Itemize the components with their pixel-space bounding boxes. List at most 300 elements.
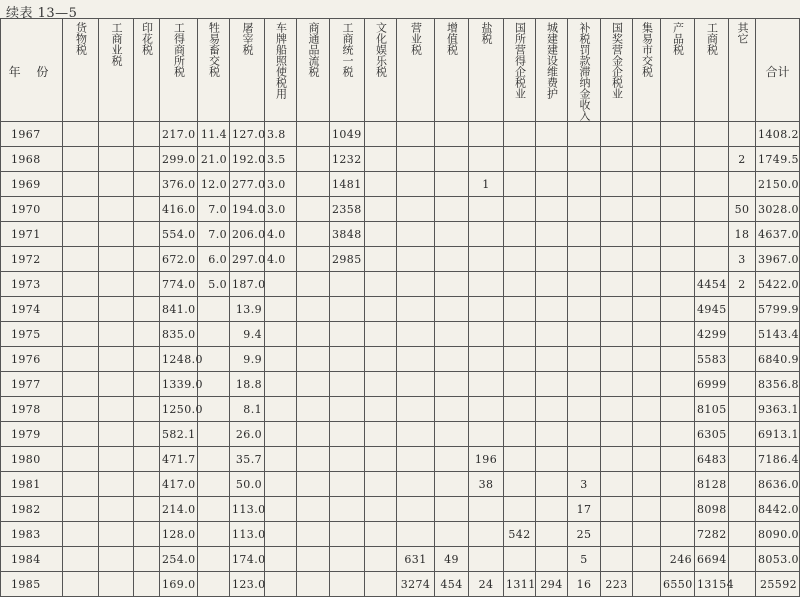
cell-jishi-jiaoyi	[633, 147, 661, 172]
cell-gongshangye	[99, 147, 134, 172]
table-row	[1, 172, 800, 197]
cell-zengzhi	[435, 272, 469, 297]
cell-chechuan: 4.0	[265, 247, 297, 272]
cell-gongshang-suode: 376.0	[160, 172, 198, 197]
cell-zengzhi	[435, 447, 469, 472]
year: 1976	[1, 347, 63, 372]
cell-jishi-jiaoyi	[633, 522, 661, 547]
cell-qita: 2	[729, 272, 756, 297]
table-row	[1, 447, 800, 472]
table-row	[1, 222, 800, 247]
cell-gongshang-suode: 1339.0	[160, 372, 198, 397]
cell-gongshangye	[99, 122, 134, 147]
cell-yinhua	[134, 497, 160, 522]
cell-gongshang: 6694	[695, 547, 729, 572]
cell-shengchu-jiaoyi: 11.4	[198, 122, 230, 147]
cell-guoying-jiangjin	[601, 397, 633, 422]
cell-wenhua-yule	[365, 397, 397, 422]
cell-huowu	[63, 522, 99, 547]
cell-chechuan	[265, 522, 297, 547]
cell-chengjian	[536, 122, 568, 147]
cell-tuzai: 192.0	[230, 147, 265, 172]
cell-zengzhi	[435, 497, 469, 522]
cell-guoying-jiangjin	[601, 172, 633, 197]
header-yingye: 营业税	[397, 19, 435, 122]
cell-gongshang	[695, 172, 729, 197]
cell-yingye	[397, 322, 435, 347]
cell-chengjian	[536, 397, 568, 422]
cell-shengchu-jiaoyi: 7.0	[198, 197, 230, 222]
cell-yinhua	[134, 297, 160, 322]
cell-jishi-jiaoyi	[633, 547, 661, 572]
cell-jishi-jiaoyi	[633, 172, 661, 197]
cell-guoying-jiangjin	[601, 322, 633, 347]
cell-buzheng	[568, 297, 601, 322]
year: 1979	[1, 422, 63, 447]
cell-chanpin	[661, 122, 695, 147]
cell-guoying-jiangjin	[601, 447, 633, 472]
cell-wenhua-yule	[365, 522, 397, 547]
table-row	[1, 497, 800, 522]
cell-zengzhi	[435, 122, 469, 147]
cell-jishi-jiaoyi	[633, 247, 661, 272]
cell-chechuan	[265, 297, 297, 322]
cell-yinhua	[134, 397, 160, 422]
cell-yinhua	[134, 247, 160, 272]
cell-guoying-jiangjin: 223	[601, 572, 633, 597]
cell-huowu	[63, 422, 99, 447]
cell-tuzai: 206.0	[230, 222, 265, 247]
cell-yinhua	[134, 447, 160, 472]
cell-qita: 3	[729, 247, 756, 272]
header-huowu: 货物税	[63, 19, 99, 122]
cell-huowu	[63, 572, 99, 597]
cell-guoying-jiangjin	[601, 222, 633, 247]
cell-gongshang	[695, 147, 729, 172]
cell-huowu	[63, 447, 99, 472]
cell-chengjian	[536, 447, 568, 472]
cell-yan	[469, 547, 504, 572]
cell-gongshang-tongyi: 3848	[330, 222, 365, 247]
header-gongshang: 工商税	[695, 19, 729, 122]
cell-jishi-jiaoyi	[633, 472, 661, 497]
cell-yan	[469, 272, 504, 297]
header-qita: 其它	[729, 19, 756, 122]
cell-wenhua-yule	[365, 272, 397, 297]
cell-yingye	[397, 122, 435, 147]
cell-chengjian	[536, 422, 568, 447]
cell-tuzai: 187.0	[230, 272, 265, 297]
header-tuzai: 屠宰税	[230, 19, 265, 122]
cell-gongshang-tongyi	[330, 447, 365, 472]
cell-gongshang-tongyi	[330, 297, 365, 322]
cell-chanpin	[661, 397, 695, 422]
cell-buzheng	[568, 222, 601, 247]
cell-gongshang	[695, 197, 729, 222]
cell-shangpin-liutong	[297, 297, 330, 322]
cell-shangpin-liutong	[297, 547, 330, 572]
cell-yinhua	[134, 547, 160, 572]
cell-yinhua	[134, 347, 160, 372]
cell-guoying-suode	[504, 122, 536, 147]
cell-buzheng	[568, 322, 601, 347]
cell-gongshang-suode: 1248.0	[160, 347, 198, 372]
year: 1967	[1, 122, 63, 147]
table-row	[1, 397, 800, 422]
cell-shangpin-liutong	[297, 272, 330, 297]
cell-gongshang: 6999	[695, 372, 729, 397]
cell-buzheng: 3	[568, 472, 601, 497]
cell-shengchu-jiaoyi	[198, 472, 230, 497]
cell-heji: 4637.0	[756, 222, 800, 247]
cell-buzheng	[568, 122, 601, 147]
year: 1970	[1, 197, 63, 222]
cell-gongshang-tongyi	[330, 372, 365, 397]
year: 1985	[1, 572, 63, 597]
cell-chanpin	[661, 222, 695, 247]
cell-shengchu-jiaoyi: 5.0	[198, 272, 230, 297]
cell-chanpin	[661, 497, 695, 522]
cell-shangpin-liutong	[297, 322, 330, 347]
cell-shangpin-liutong	[297, 472, 330, 497]
cell-wenhua-yule	[365, 547, 397, 572]
cell-huowu	[63, 497, 99, 522]
table-row	[1, 422, 800, 447]
cell-yingye	[397, 172, 435, 197]
cell-heji: 3028.0	[756, 197, 800, 222]
cell-shengchu-jiaoyi: 7.0	[198, 222, 230, 247]
cell-gongshang: 4454	[695, 272, 729, 297]
cell-qita	[729, 347, 756, 372]
cell-shangpin-liutong	[297, 347, 330, 372]
cell-shengchu-jiaoyi	[198, 447, 230, 472]
cell-buzheng: 16	[568, 572, 601, 597]
cell-zengzhi	[435, 172, 469, 197]
cell-chechuan	[265, 347, 297, 372]
cell-guoying-jiangjin	[601, 272, 633, 297]
year: 1974	[1, 297, 63, 322]
cell-guoying-jiangjin	[601, 197, 633, 222]
cell-yan: 1	[469, 172, 504, 197]
cell-wenhua-yule	[365, 572, 397, 597]
cell-shangpin-liutong	[297, 372, 330, 397]
cell-gongshangye	[99, 172, 134, 197]
cell-gongshang: 8098	[695, 497, 729, 522]
cell-gongshang: 8128	[695, 472, 729, 497]
table-row	[1, 472, 800, 497]
cell-chechuan: 3.0	[265, 197, 297, 222]
cell-chengjian	[536, 497, 568, 522]
year: 1973	[1, 272, 63, 297]
header-zengzhi: 增值税	[435, 19, 469, 122]
cell-chanpin	[661, 472, 695, 497]
header-buzheng: 补税罚款滞纳金收入	[568, 19, 601, 122]
cell-huowu	[63, 222, 99, 247]
table-row	[1, 322, 800, 347]
cell-chengjian	[536, 147, 568, 172]
table-row	[1, 547, 800, 572]
cell-chechuan	[265, 397, 297, 422]
cell-gongshang-suode: 416.0	[160, 197, 198, 222]
cell-gongshangye	[99, 397, 134, 422]
cell-qita	[729, 322, 756, 347]
cell-chanpin	[661, 447, 695, 472]
cell-yingye	[397, 422, 435, 447]
header-wenhua-yule: 文化娱乐税	[365, 19, 397, 122]
table-row	[1, 247, 800, 272]
cell-yingye	[397, 447, 435, 472]
cell-guoying-suode	[504, 272, 536, 297]
cell-wenhua-yule	[365, 197, 397, 222]
cell-jishi-jiaoyi	[633, 122, 661, 147]
cell-zengzhi	[435, 372, 469, 397]
cell-chengjian	[536, 372, 568, 397]
cell-guoying-jiangjin	[601, 347, 633, 372]
cell-qita	[729, 547, 756, 572]
cell-gongshang	[695, 222, 729, 247]
cell-buzheng	[568, 172, 601, 197]
cell-huowu	[63, 322, 99, 347]
cell-yan	[469, 147, 504, 172]
cell-gongshang-suode: 214.0	[160, 497, 198, 522]
cell-chechuan	[265, 547, 297, 572]
cell-yinhua	[134, 172, 160, 197]
cell-zengzhi	[435, 347, 469, 372]
header-guoying-suode: 国所营得企税业	[504, 19, 536, 122]
cell-wenhua-yule	[365, 122, 397, 147]
cell-gongshang: 7282	[695, 522, 729, 547]
header-row	[1, 19, 800, 122]
cell-gongshang-tongyi	[330, 422, 365, 447]
cell-shangpin-liutong	[297, 397, 330, 422]
cell-gongshangye	[99, 472, 134, 497]
cell-heji: 5143.4	[756, 322, 800, 347]
cell-qita	[729, 522, 756, 547]
cell-chengjian	[536, 522, 568, 547]
year: 1977	[1, 372, 63, 397]
cell-heji: 5422.0	[756, 272, 800, 297]
cell-gongshangye	[99, 297, 134, 322]
year: 1982	[1, 497, 63, 522]
tax-revenue-table	[0, 18, 800, 597]
cell-heji: 25592	[756, 572, 800, 597]
cell-chengjian	[536, 547, 568, 572]
cell-jishi-jiaoyi	[633, 397, 661, 422]
cell-gongshang-suode: 774.0	[160, 272, 198, 297]
cell-gongshangye	[99, 522, 134, 547]
cell-tuzai: 127.0	[230, 122, 265, 147]
cell-jishi-jiaoyi	[633, 347, 661, 372]
cell-shengchu-jiaoyi	[198, 422, 230, 447]
cell-yan	[469, 297, 504, 322]
cell-chechuan	[265, 372, 297, 397]
cell-guoying-suode	[504, 397, 536, 422]
cell-gongshangye	[99, 497, 134, 522]
cell-chengjian	[536, 172, 568, 197]
cell-yingye	[397, 397, 435, 422]
cell-zengzhi: 454	[435, 572, 469, 597]
cell-guoying-suode	[504, 297, 536, 322]
cell-buzheng: 5	[568, 547, 601, 572]
cell-jishi-jiaoyi	[633, 222, 661, 247]
cell-gongshang-tongyi	[330, 347, 365, 372]
cell-buzheng	[568, 272, 601, 297]
cell-gongshangye	[99, 197, 134, 222]
cell-buzheng	[568, 247, 601, 272]
cell-zengzhi	[435, 522, 469, 547]
cell-gongshang-tongyi	[330, 522, 365, 547]
cell-shangpin-liutong	[297, 447, 330, 472]
cell-gongshangye	[99, 422, 134, 447]
cell-yingye	[397, 222, 435, 247]
cell-wenhua-yule	[365, 472, 397, 497]
cell-tuzai: 9.4	[230, 322, 265, 347]
cell-guoying-jiangjin	[601, 422, 633, 447]
cell-jishi-jiaoyi	[633, 447, 661, 472]
table-row	[1, 347, 800, 372]
header-gongshang-suode: 工得商所税	[160, 19, 198, 122]
header-chechuan: 车牌船照使税用	[265, 19, 297, 122]
cell-yan	[469, 247, 504, 272]
table-row	[1, 297, 800, 322]
cell-shangpin-liutong	[297, 197, 330, 222]
cell-shangpin-liutong	[297, 222, 330, 247]
cell-chechuan	[265, 272, 297, 297]
cell-shangpin-liutong	[297, 147, 330, 172]
cell-gongshang-tongyi: 1232	[330, 147, 365, 172]
cell-jishi-jiaoyi	[633, 422, 661, 447]
cell-gongshang-suode: 217.0	[160, 122, 198, 147]
cell-gongshang: 6305	[695, 422, 729, 447]
cell-guoying-jiangjin	[601, 297, 633, 322]
cell-yinhua	[134, 272, 160, 297]
cell-guoying-suode	[504, 322, 536, 347]
cell-jishi-jiaoyi	[633, 322, 661, 347]
cell-zengzhi	[435, 297, 469, 322]
cell-gongshang: 5583	[695, 347, 729, 372]
cell-huowu	[63, 122, 99, 147]
cell-zengzhi	[435, 147, 469, 172]
cell-tuzai: 8.1	[230, 397, 265, 422]
cell-shangpin-liutong	[297, 247, 330, 272]
cell-chechuan	[265, 572, 297, 597]
cell-shangpin-liutong	[297, 122, 330, 147]
cell-chechuan	[265, 447, 297, 472]
cell-zengzhi	[435, 222, 469, 247]
cell-guoying-jiangjin	[601, 122, 633, 147]
table-row	[1, 522, 800, 547]
cell-guoying-suode	[504, 247, 536, 272]
cell-gongshang-suode: 169.0	[160, 572, 198, 597]
cell-gongshang	[695, 247, 729, 272]
cell-chanpin	[661, 297, 695, 322]
cell-chanpin: 6550	[661, 572, 695, 597]
cell-guoying-suode: 1311	[504, 572, 536, 597]
cell-gongshang-suode: 299.0	[160, 147, 198, 172]
cell-chanpin	[661, 422, 695, 447]
cell-yinhua	[134, 422, 160, 447]
cell-chechuan: 3.8	[265, 122, 297, 147]
cell-yan	[469, 197, 504, 222]
cell-shengchu-jiaoyi: 6.0	[198, 247, 230, 272]
header-gongshangye: 工商业税	[99, 19, 134, 122]
cell-guoying-suode	[504, 497, 536, 522]
cell-yinhua	[134, 572, 160, 597]
cell-gongshang-suode: 1250.0	[160, 397, 198, 422]
cell-wenhua-yule	[365, 222, 397, 247]
cell-yingye: 3274	[397, 572, 435, 597]
cell-gongshang: 6483	[695, 447, 729, 472]
cell-gongshang: 13154	[695, 572, 729, 597]
cell-huowu	[63, 372, 99, 397]
cell-gongshang-tongyi	[330, 322, 365, 347]
cell-qita	[729, 297, 756, 322]
cell-yan	[469, 522, 504, 547]
cell-jishi-jiaoyi	[633, 272, 661, 297]
cell-shengchu-jiaoyi	[198, 572, 230, 597]
cell-guoying-suode	[504, 422, 536, 447]
cell-gongshang-tongyi	[330, 472, 365, 497]
cell-heji: 5799.9	[756, 297, 800, 322]
cell-yan: 24	[469, 572, 504, 597]
cell-jishi-jiaoyi	[633, 572, 661, 597]
cell-yingye	[397, 372, 435, 397]
cell-gongshang	[695, 122, 729, 147]
cell-heji: 6913.1	[756, 422, 800, 447]
cell-yingye	[397, 247, 435, 272]
cell-zengzhi	[435, 247, 469, 272]
cell-wenhua-yule	[365, 322, 397, 347]
cell-guoying-jiangjin	[601, 497, 633, 522]
cell-chengjian	[536, 297, 568, 322]
cell-jishi-jiaoyi	[633, 197, 661, 222]
cell-yinhua	[134, 522, 160, 547]
table-caption: 续表 13—5	[6, 6, 78, 21]
cell-yan	[469, 222, 504, 247]
cell-shengchu-jiaoyi	[198, 522, 230, 547]
cell-tuzai: 35.7	[230, 447, 265, 472]
cell-chechuan	[265, 472, 297, 497]
cell-heji: 9363.1	[756, 397, 800, 422]
cell-guoying-jiangjin	[601, 372, 633, 397]
cell-chanpin	[661, 372, 695, 397]
cell-heji: 8442.0	[756, 497, 800, 522]
cell-yan	[469, 372, 504, 397]
cell-guoying-jiangjin	[601, 547, 633, 572]
cell-heji: 3967.0	[756, 247, 800, 272]
cell-chengjian	[536, 222, 568, 247]
year: 1971	[1, 222, 63, 247]
cell-tuzai: 113.0	[230, 522, 265, 547]
cell-chanpin	[661, 172, 695, 197]
cell-yan	[469, 497, 504, 522]
table-row	[1, 147, 800, 172]
cell-shengchu-jiaoyi: 21.0	[198, 147, 230, 172]
header-chengjian: 城建建设维费护	[536, 19, 568, 122]
table-row	[1, 272, 800, 297]
cell-gongshangye	[99, 572, 134, 597]
cell-heji: 8356.8	[756, 372, 800, 397]
cell-yingye	[397, 347, 435, 372]
cell-chengjian: 294	[536, 572, 568, 597]
cell-qita: 50	[729, 197, 756, 222]
cell-yan	[469, 322, 504, 347]
cell-qita: 18	[729, 222, 756, 247]
cell-guoying-jiangjin	[601, 247, 633, 272]
cell-chengjian	[536, 272, 568, 297]
cell-gongshangye	[99, 547, 134, 572]
year: 1968	[1, 147, 63, 172]
